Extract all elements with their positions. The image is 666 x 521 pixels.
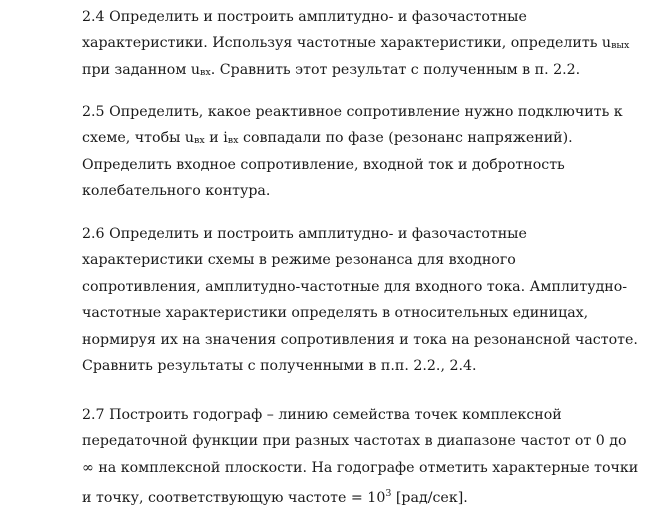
paragraph-2-4 <box>82 4 652 83</box>
subscript: вх <box>200 66 211 78</box>
text-line: частотные характеристики определять в относительных единицах, <box>82 305 589 322</box>
subscript: вых <box>611 40 630 52</box>
superscript: 3 <box>385 488 392 500</box>
text-line: 2.7 Построить годограф – линию семейства точек комплексной <box>82 407 562 423</box>
text-line: колебательного контура. <box>82 183 271 200</box>
text-line: 2.5 Определить, какое реактивное сопротивление нужно подключить к <box>82 104 623 120</box>
text-fragment: характеристики. Используя частотные характеристики, определить u <box>82 35 612 52</box>
text-line <box>82 57 652 83</box>
text-fragment: [рад/сек]. <box>391 490 468 507</box>
text-line: передаточной функции при разных частотах в диапазоне частот от 0 до <box>82 433 627 450</box>
text-line: 2.4 Определить и построить амплитудно- и фазочастотные <box>82 9 527 25</box>
text-fragment: совпадали по фазе (резонанс напряжений). <box>238 130 573 147</box>
paragraph-2-5 <box>82 99 652 205</box>
text-line <box>82 125 652 151</box>
text-fragment: . Сравнить этот результат с полученным в п. 2.2. <box>210 61 581 78</box>
text-line: характеристики схемы в режиме резонанса для входного <box>82 252 516 269</box>
text-fragment: при заданном u <box>82 61 201 78</box>
text-fragment: и точку, соответствующую частоте = 10 <box>82 490 386 507</box>
text-line: Определить входное сопротивление, входной ток и добротность <box>82 156 565 173</box>
text-fragment: схеме, чтобы u <box>82 130 195 147</box>
text-line <box>82 481 652 507</box>
paragraph-2-6 <box>82 221 652 379</box>
text-line: нормируя их на значения сопротивления и тока на резонансной частоте. <box>82 331 638 348</box>
subscript: вх <box>227 135 239 147</box>
text-fragment: и i <box>204 130 228 147</box>
text-line: Сравнить результаты с полученными в п.п. 2.2., 2.4. <box>82 357 477 374</box>
paragraph-2-7 <box>82 402 652 508</box>
text-line: ∞ на комплексной плоскости. На годографе отметить характерные точки <box>82 459 639 476</box>
subscript: вх <box>194 135 205 147</box>
text-line <box>82 30 652 56</box>
text-line: 2.6 Определить и построить амплитудно- и фазочастотные <box>82 226 527 242</box>
text-line: сопротивления, амплитудно-частотные для входного тока. Амплитудно- <box>82 278 628 295</box>
